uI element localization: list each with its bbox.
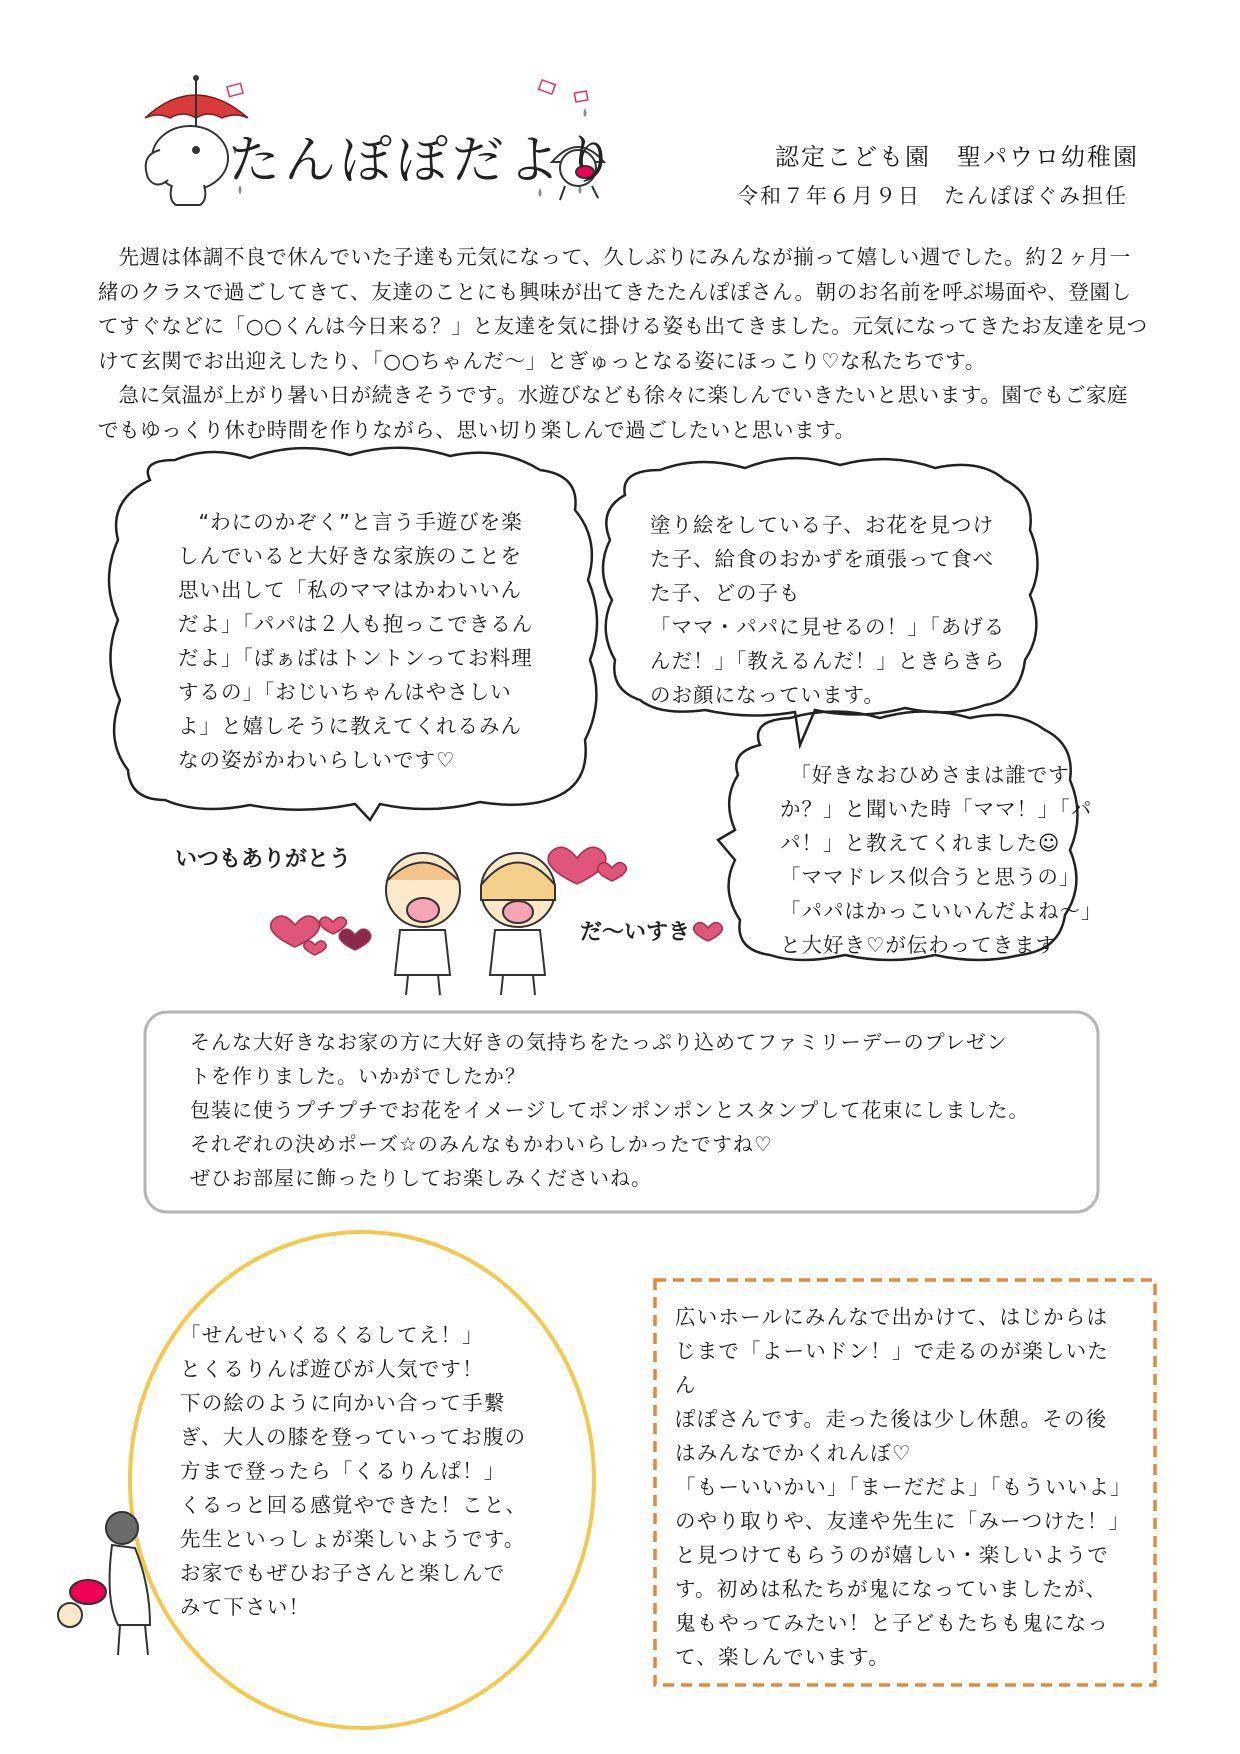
circle-line: 「せんせいくるくるしてえ！」	[180, 1323, 484, 1347]
bubble-3-line: 「ママドレス似合うと思うの」	[780, 865, 1081, 889]
circle-line: ぎ、大人の膝を登っていってお腹の	[180, 1425, 527, 1449]
present-line: 包装に使うプチプチでお花をイメージしてポンポンポンとスタンプして花束にしました。	[190, 1098, 1030, 1122]
bubble-3-line: パ！」と教えてくれました☺	[780, 831, 1061, 855]
bubble-1-text	[178, 505, 558, 777]
present-line: トを作りました。いかがでしたか？	[190, 1064, 526, 1088]
bubble-3-line: 「好きなおひめさまは誰です	[790, 763, 1070, 787]
bubble-3-line: 「パパはかっこいいんだよね～」	[780, 899, 1103, 923]
present-line: それぞれの決めポーズ☆のみんなもかわいらしかったですね♡	[190, 1132, 773, 1156]
dashed-line: 鬼もやってみたい！と子どもたちも鬼になっ	[675, 1611, 1109, 1635]
bubble-3-line: と大好き♡が伝わってきます	[780, 933, 1058, 957]
caption-love: だ～いすき	[580, 920, 691, 945]
caption-thanks: いつもありがとう	[175, 847, 352, 872]
bubble-1-line: しんでいると大好きな家族のことを	[178, 544, 522, 568]
bubble-2-text	[650, 508, 1010, 712]
circle-line: 先生といっしょが楽しいようです。	[180, 1527, 526, 1551]
dashed-line: と見つけてもらうのが嬉しい・楽しいようで	[675, 1543, 1109, 1567]
dashed-line: のやり取りや、友達や先生に「みーつけた！」	[675, 1509, 1131, 1533]
present-line: そんな大好きなお家の方に大好きの気持ちをたっぷり込めてファミリーデーのプレゼン	[190, 1030, 1008, 1054]
teacher-child-icon	[58, 1512, 150, 1655]
circle-line: お家でもぜひお子さんと楽しんで	[180, 1561, 506, 1585]
children-icon	[386, 853, 555, 995]
newsletter-title: たんぽぽだより	[228, 131, 621, 191]
dashed-line: す。初めは私たちが鬼になっていましたが、	[675, 1577, 1108, 1601]
bubble-1-line: だよ」「ばぁばはトントンってお料理	[178, 646, 533, 670]
present-line: ぜひお部屋に飾ったりしてお楽しみくださいね。	[190, 1166, 652, 1190]
circle-line: とくるりんぱ遊びが人気です！	[180, 1357, 484, 1381]
dashed-box-text	[675, 1300, 1132, 1674]
circle-box-text	[180, 1318, 580, 1624]
dashed-line: て、楽しんでいます。	[675, 1645, 890, 1669]
bubble-2-line: 「ママ・パパに見せるの！」「あげる	[650, 615, 1006, 639]
present-box-text	[190, 1025, 1090, 1195]
bubble-2-line: た子、どの子も	[650, 581, 801, 605]
flying-petals-icon	[227, 80, 588, 102]
bubble-2-line: のお顔になっています。	[650, 683, 885, 707]
bubble-3-line: か？」と聞いた時「ママ！」「パ	[780, 797, 1093, 821]
bubble-2-line: た子、給食のおかずを頑張って食べ	[650, 547, 994, 571]
school-name: 認定こども園 聖パウロ幼稚園	[775, 143, 1139, 171]
circle-line: 方まで登ったら「くるりんぱ！」	[180, 1459, 506, 1483]
intro-paragraph-2: 急に気温が上がり暑い日が続きそうです。水遊びなども徐々に楽しんでいきたいと思います。園でもご家庭でもゆっくり休む時間を作りながら、思い切り楽しんで過ごしたいと思います。	[98, 383, 1129, 442]
bubble-1-line: なの姿がかわいらしいです♡	[178, 748, 456, 772]
bubble-1-line: “わにのかぞく”と言う手遊びを楽	[198, 510, 523, 534]
intro-text	[98, 240, 1148, 447]
elephant-icon	[146, 126, 228, 205]
date-teacher: 令和７年６月９日 たんぽぽぐみ担任	[737, 184, 1128, 208]
dashed-line: はみんなでかくれんぼ♡	[675, 1441, 912, 1465]
circle-line: 下の絵のように向かい合って手繋	[180, 1391, 506, 1415]
bubble-1-line: するの」「おじいちゃんはやさしい	[178, 680, 512, 704]
bubble-3-text	[780, 758, 1120, 962]
bubble-2-line: んだ！」「教えるんだ！」ときらきら	[650, 649, 1006, 673]
bubble-1-line: だよ」「パパは２人も抱っこできるん	[178, 612, 534, 636]
dashed-line: ぽぽさんです。走った後は少し休憩。その後	[675, 1407, 1108, 1431]
dashed-line: 「もーいいかい」「まーだだよ」「もういいよ」	[675, 1475, 1132, 1499]
bubble-1-line: 思い出して「私のママはかわいいん	[178, 578, 522, 602]
circle-line: みて下さい！	[180, 1595, 311, 1619]
dashed-line: 広いホールにみんなで出かけて、はじからは	[675, 1305, 1109, 1329]
dashed-line: じまで「よーいドン！」で走るのが楽しいたん	[675, 1339, 1109, 1397]
bubble-2-line: 塗り絵をしている子、お花を見つけ	[650, 513, 994, 537]
intro-paragraph-1: 先週は体調不良で休んでいた子達も元気になって、久しぶりにみんなが揃って嬉しい週でした。約２ヶ月一緒のクラスで過ごしてきて、友達のことにも興味が出てきたたんぽぽさん。朝のお名前を呼ぶ場面や、登園してすぐなどに「○○くんは今日来る？」と友達を気に掛ける姿も出てきました。元気になってきたお友達を見つけて玄関でお出迎えしたり、「○○ちゃんだ～」とぎゅっとなる姿にほっこり♡な私たちです。	[98, 245, 1148, 373]
circle-line: くるっと回る感覚やできた！こと、	[180, 1493, 528, 1517]
bubble-1-line: よ」と嬉しそうに教えてくれるみん	[178, 714, 522, 738]
